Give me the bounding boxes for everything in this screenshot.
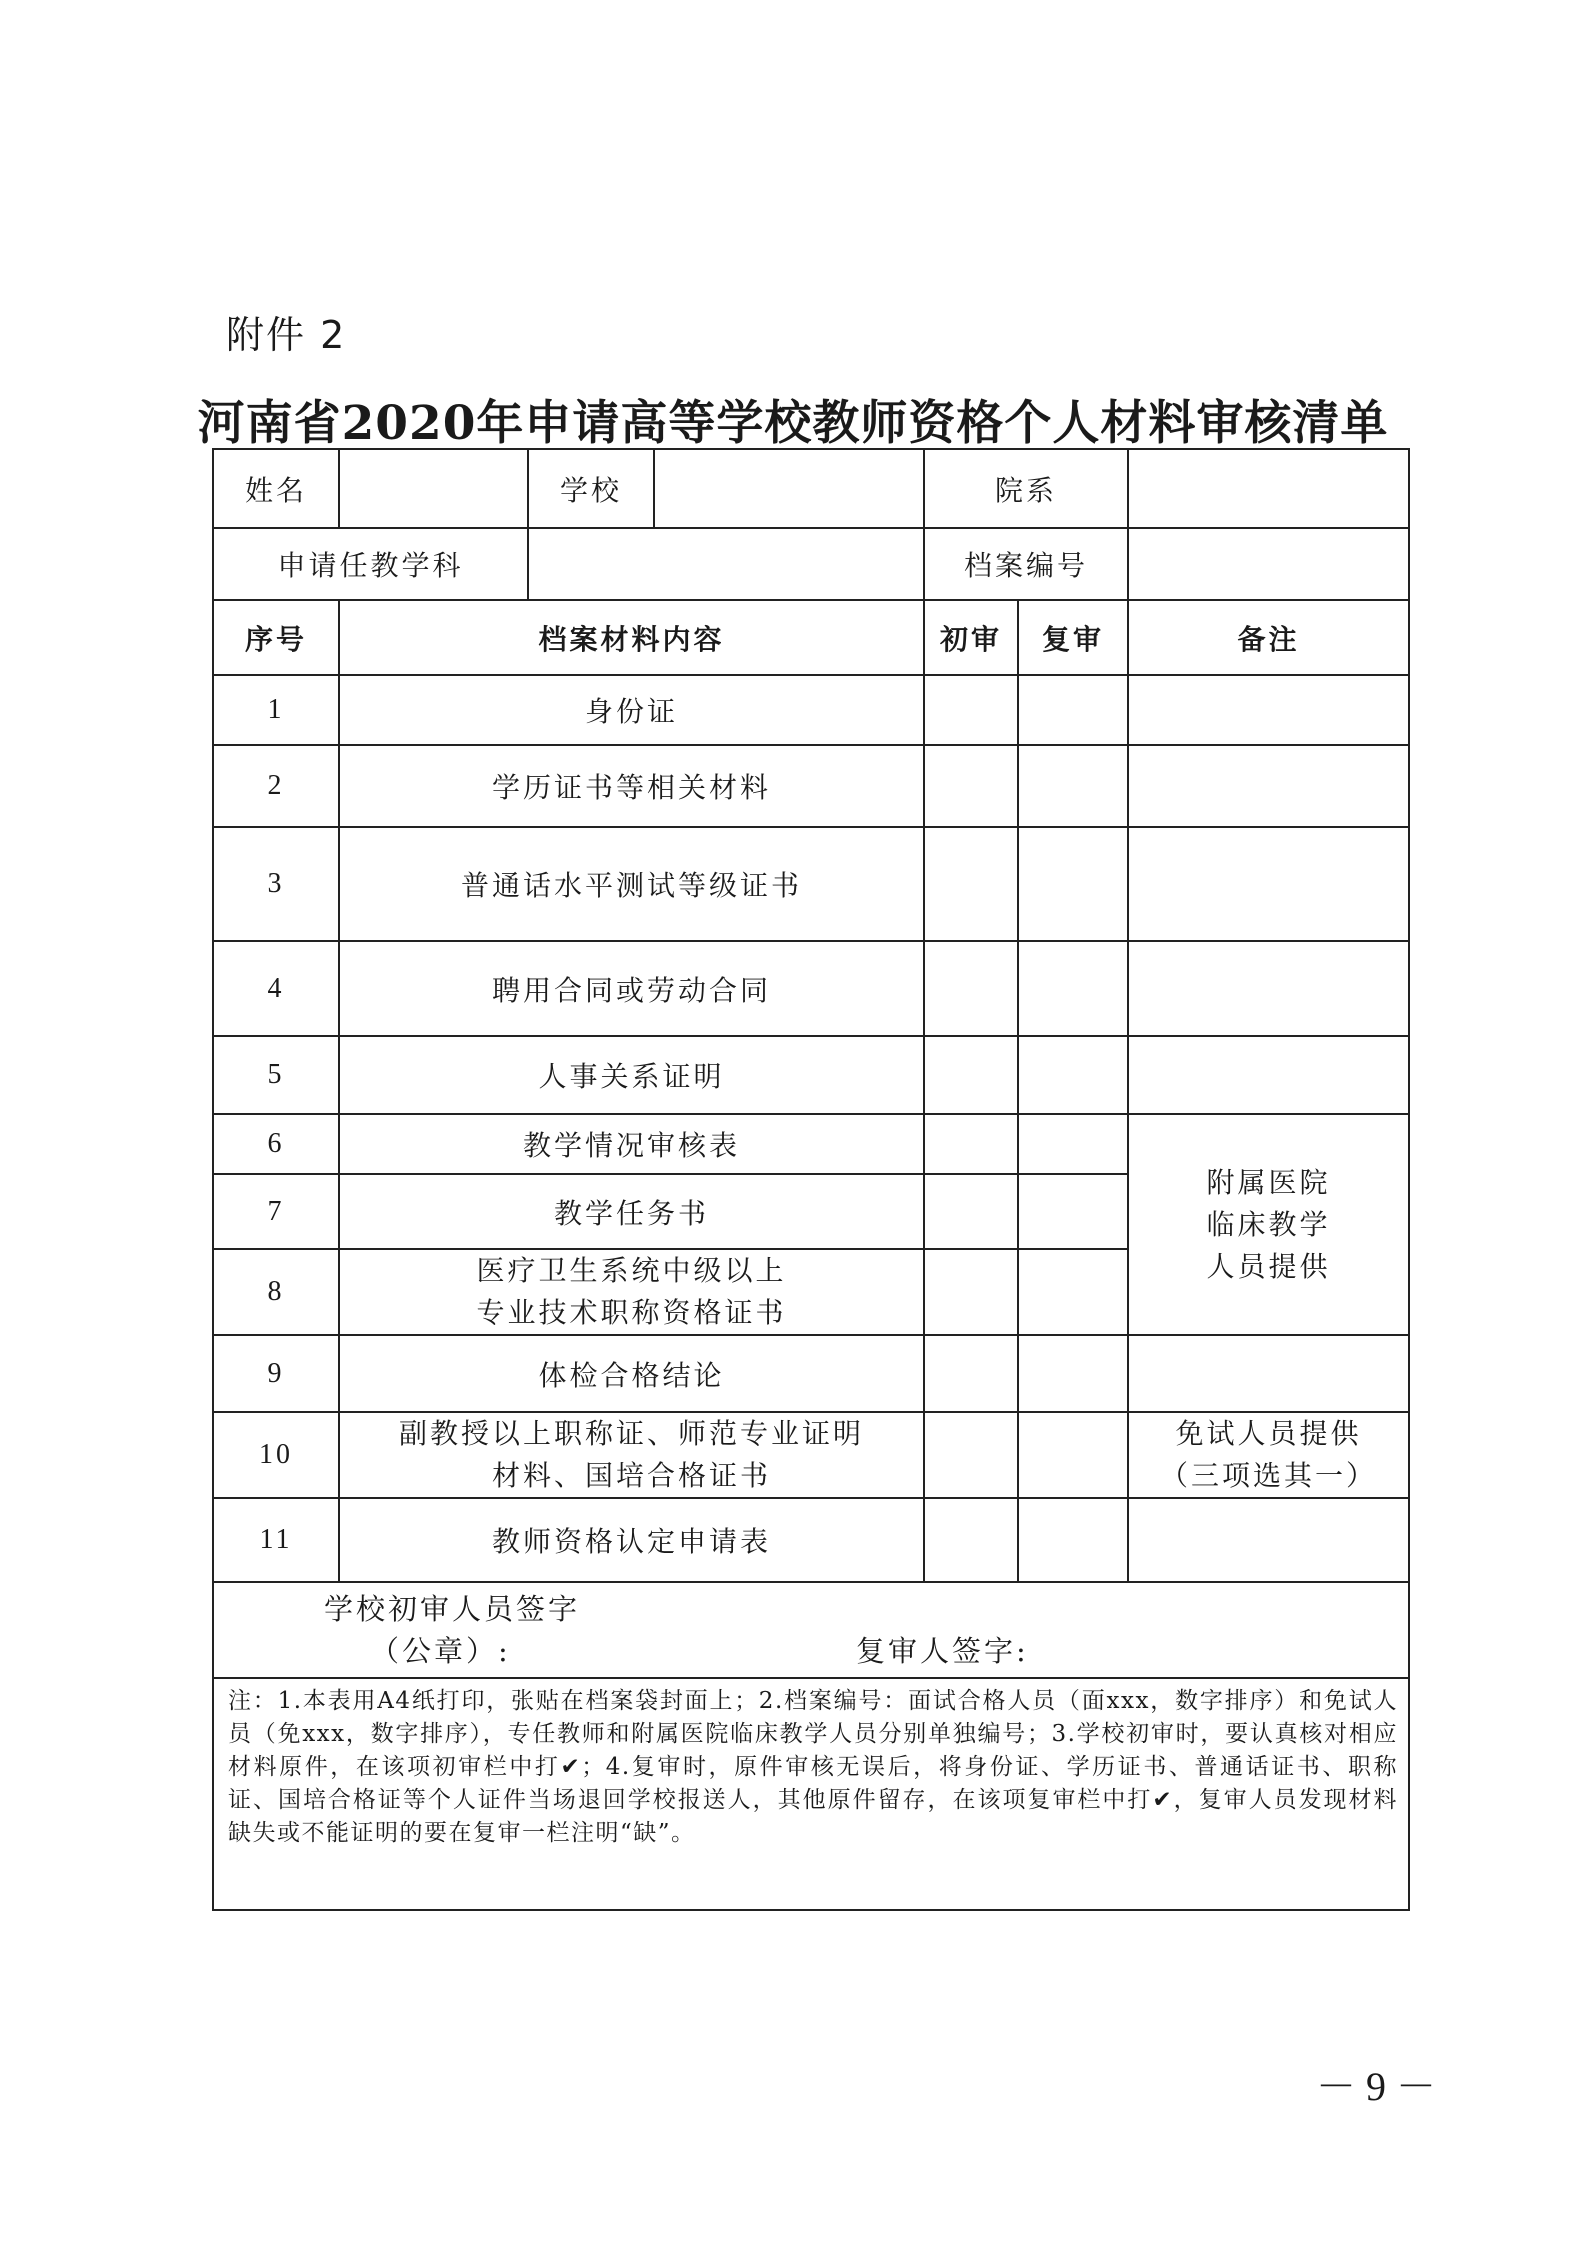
row-number: 7 — [213, 1174, 339, 1249]
info-row-2 — [213, 528, 1409, 600]
school-field[interactable] — [654, 449, 924, 528]
second-review-cell[interactable] — [1018, 675, 1128, 745]
remark-cell[interactable] — [1128, 1036, 1409, 1114]
row-content-line: 专业技术职称资格证书 — [476, 1296, 787, 1329]
remark-line: 临床教学 — [1206, 1207, 1331, 1241]
second-reviewer-signature-label: 复审人签字: — [856, 1634, 1029, 1668]
row-number: 9 — [213, 1335, 339, 1412]
table-row — [213, 675, 1409, 745]
subject-label: 申请任教学科 — [213, 528, 528, 600]
second-review-cell[interactable] — [1018, 1114, 1128, 1174]
note-text: 注：1.本表用A4纸打印，张贴在档案袋封面上；2.档案编号：面试合格人员（面xxx，数字排序）和免试人员（免xxx，数字排序），专任教师和附属医院临床教学人员分别单独编号；3.学校初审时，要认真核对相应材料原件，在该项初审栏中打 — [228, 1688, 1399, 1780]
file-no-field[interactable] — [1128, 528, 1409, 600]
department-field[interactable] — [1128, 449, 1409, 528]
row-content: 身份证 — [339, 675, 924, 745]
department-label: 院系 — [924, 449, 1128, 528]
note-text: ；4.复审时，原件审核无误后，将身份证、学历证书、普通话证书、职称证、国培合格证等个人证件当场退回学校报送人，其他原件留存，在该项复审栏中打 — [228, 1754, 1399, 1813]
page-number: － 9 － — [1316, 2064, 1436, 2109]
table-row — [213, 1498, 1409, 1582]
row-content-line: 副教授以上职称证、师范专业证明 — [398, 1417, 864, 1450]
remark-cell[interactable] — [1128, 1335, 1409, 1412]
second-review-header: 复审 — [1018, 600, 1128, 675]
remark-cell[interactable] — [1128, 827, 1409, 941]
notes-row — [213, 1678, 1409, 1910]
first-review-cell[interactable] — [924, 941, 1018, 1036]
remark-cell[interactable] — [1128, 1498, 1409, 1582]
note-text: ，复审人员发现材料缺失或不能证明的要在复审一栏注明“缺”。 — [228, 1787, 1399, 1846]
second-review-cell[interactable] — [1018, 745, 1128, 827]
first-review-cell[interactable] — [924, 1114, 1018, 1174]
notes-cell — [213, 1678, 1409, 1910]
signature-cell[interactable] — [213, 1582, 1409, 1678]
row-content: 教学情况审核表 — [339, 1114, 924, 1174]
row-number: 11 — [213, 1498, 339, 1582]
table-row — [213, 827, 1409, 941]
row-content-line: 材料、国培合格证书 — [491, 1459, 771, 1492]
row-number: 5 — [213, 1036, 339, 1114]
first-reviewer-signature-label: 学校初审人员签字 — [324, 1592, 581, 1626]
row-content: 教师资格认定申请表 — [339, 1498, 924, 1582]
column-header-row — [213, 600, 1409, 675]
first-review-cell[interactable] — [924, 827, 1018, 941]
second-review-cell[interactable] — [1018, 1174, 1128, 1249]
content-header: 档案材料内容 — [339, 600, 924, 675]
remark-cell — [1128, 1412, 1409, 1498]
table-row — [213, 1036, 1409, 1114]
remark-cell[interactable] — [1128, 675, 1409, 745]
table-row — [213, 1335, 1409, 1412]
second-review-cell[interactable] — [1018, 1249, 1128, 1335]
school-label: 学校 — [528, 449, 654, 528]
first-review-cell[interactable] — [924, 1412, 1018, 1498]
row-content: 学历证书等相关材料 — [339, 745, 924, 827]
row-number: 3 — [213, 827, 339, 941]
review-checklist-table — [212, 448, 1410, 1911]
second-review-cell[interactable] — [1018, 827, 1128, 941]
table-row — [213, 745, 1409, 827]
row-content: 聘用合同或劳动合同 — [339, 941, 924, 1036]
row-content-line: 医疗卫生系统中级以上 — [476, 1254, 787, 1287]
signature-row — [213, 1582, 1409, 1678]
seal-label: （公章）: — [370, 1634, 511, 1668]
name-field[interactable] — [339, 449, 528, 528]
first-review-header: 初审 — [924, 600, 1018, 675]
remark-line: 免试人员提供 — [1175, 1417, 1362, 1450]
row-content — [339, 1249, 924, 1335]
row-number: 4 — [213, 941, 339, 1036]
row-number: 10 — [213, 1412, 339, 1498]
second-review-cell[interactable] — [1018, 1335, 1128, 1412]
first-review-cell[interactable] — [924, 1335, 1018, 1412]
check-mark-icon: ✔ — [560, 1754, 582, 1780]
check-mark-icon: ✔ — [1152, 1787, 1174, 1813]
table-row — [213, 1412, 1409, 1498]
remark-cell[interactable] — [1128, 745, 1409, 827]
subject-field[interactable] — [528, 528, 924, 600]
row-number: 6 — [213, 1114, 339, 1174]
document-title: 河南省2020年申请高等学校教师资格个人材料审核清单 — [197, 396, 1389, 451]
row-number: 2 — [213, 745, 339, 827]
row-number: 1 — [213, 675, 339, 745]
file-no-label: 档案编号 — [924, 528, 1128, 600]
table-row — [213, 941, 1409, 1036]
first-review-cell[interactable] — [924, 1498, 1018, 1582]
name-label: 姓名 — [213, 449, 339, 528]
first-review-cell[interactable] — [924, 1174, 1018, 1249]
attachment-label: 附件 2 — [226, 313, 347, 357]
row-content: 体检合格结论 — [339, 1335, 924, 1412]
first-review-cell[interactable] — [924, 745, 1018, 827]
table-row — [213, 1114, 1409, 1174]
first-review-cell[interactable] — [924, 675, 1018, 745]
row-number: 8 — [213, 1249, 339, 1335]
remark-line: （三项选其一） — [1160, 1459, 1378, 1492]
row-content: 教学任务书 — [339, 1174, 924, 1249]
second-review-cell[interactable] — [1018, 941, 1128, 1036]
second-review-cell[interactable] — [1018, 1498, 1128, 1582]
second-review-cell[interactable] — [1018, 1412, 1128, 1498]
remark-cell[interactable] — [1128, 941, 1409, 1036]
row-content: 普通话水平测试等级证书 — [339, 827, 924, 941]
second-review-cell[interactable] — [1018, 1036, 1128, 1114]
remark-line: 人员提供 — [1206, 1249, 1331, 1283]
clinical-staff-remark — [1128, 1114, 1409, 1335]
first-review-cell[interactable] — [924, 1249, 1018, 1335]
first-review-cell[interactable] — [924, 1036, 1018, 1114]
row-content: 人事关系证明 — [339, 1036, 924, 1114]
seq-header: 序号 — [213, 600, 339, 675]
row-content — [339, 1412, 924, 1498]
remark-line: 附属医院 — [1206, 1165, 1331, 1199]
remarks-header: 备注 — [1128, 600, 1409, 675]
info-row-1 — [213, 449, 1409, 528]
